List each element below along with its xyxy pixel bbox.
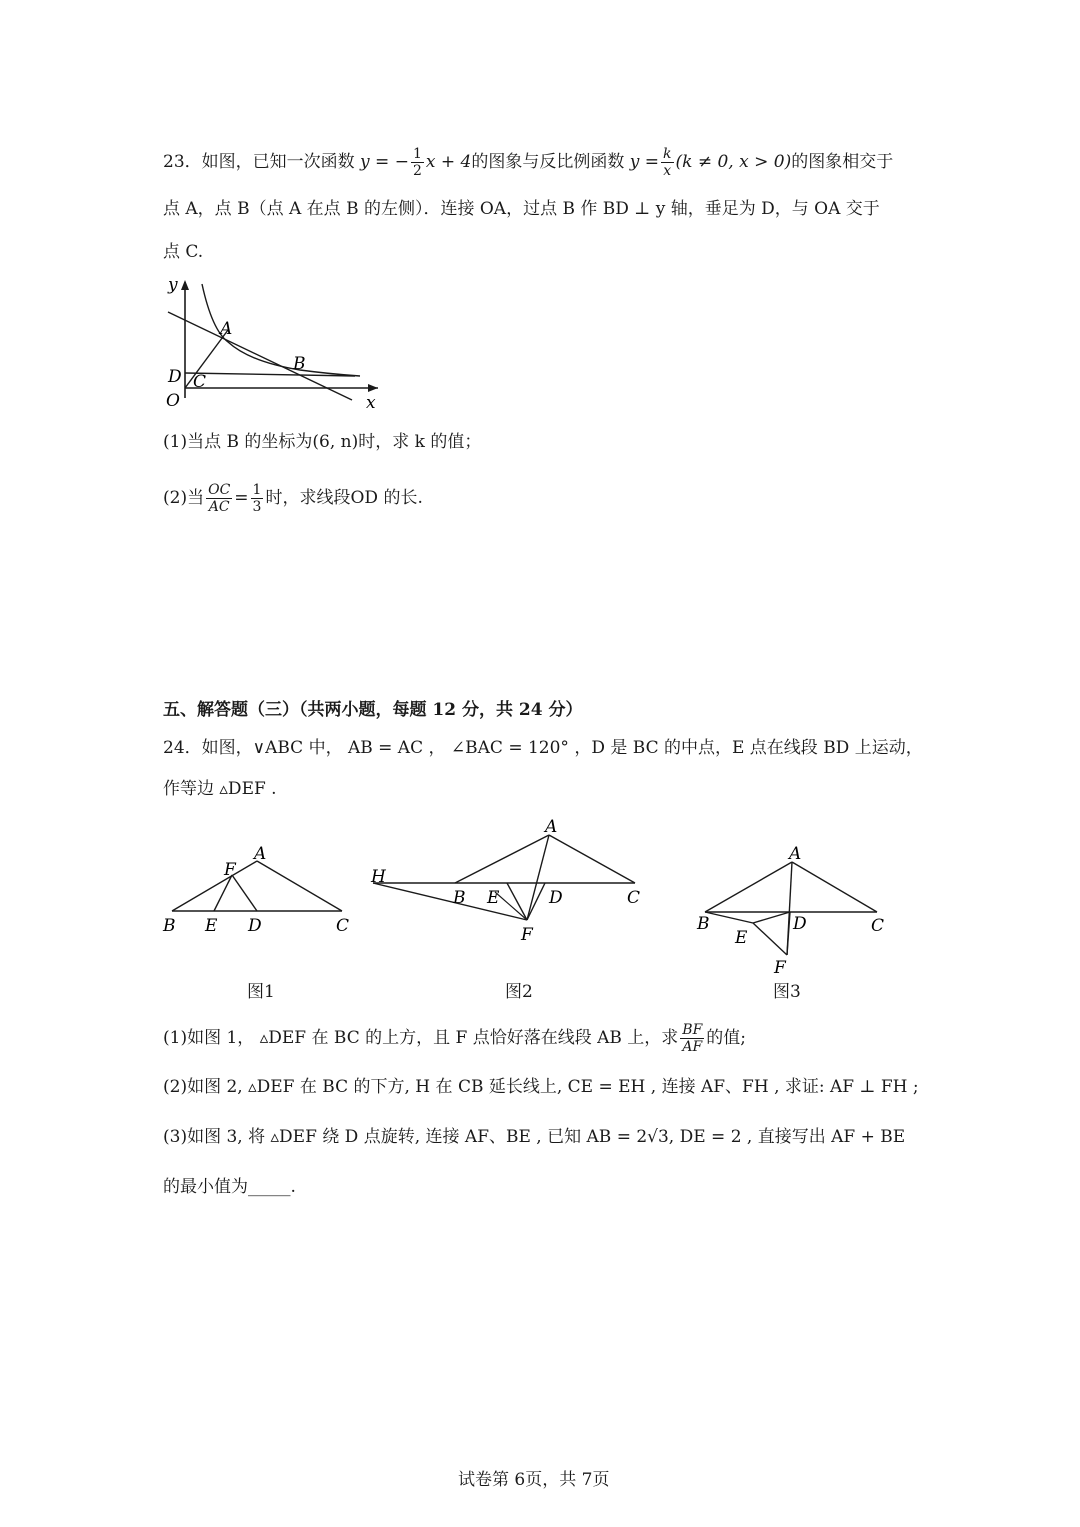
ratio-one-third: $\frac{1}{3}$	[252, 482, 262, 515]
q24-figure1	[160, 835, 360, 945]
fig1-caption: 图1	[247, 982, 275, 1002]
q23-linear-rhs: x + 4	[425, 152, 472, 172]
fig1-segment-AC	[257, 861, 342, 911]
q24-part3-line2: 的最小值为_____.	[163, 1177, 296, 1197]
fig3-label-F: F	[774, 958, 786, 975]
label-D: D	[168, 367, 182, 387]
label-y: y	[168, 275, 178, 295]
fig3-segment-AC	[792, 862, 877, 912]
fig2-label-B: B	[453, 888, 466, 908]
q24-figure3	[695, 835, 895, 975]
q23-intro3: 的图象相交于	[791, 152, 894, 172]
q23-part1: (1)当点 B 的坐标为(6, n)时，求 k 的值；	[163, 432, 482, 452]
fig2-label-E: E	[487, 888, 500, 908]
q23-line2: 点 A，点 B（点 A 在点 B 的左侧）．连接 OA，过点 B 作 BD ⊥ y 轴，垂足为 D，与 OA 交于	[163, 199, 880, 219]
q24-line1	[163, 736, 923, 760]
q24-line1-text: 如图，∨ABC 中， AB = AC ， ∠BAC = 120° ，D 是 BC 的中点，E 点在线段 BD 上运动，	[201, 738, 923, 758]
ratio-BF-AF: $\frac{BF}{AF}$	[682, 1022, 703, 1055]
fig1-label-C: C	[336, 916, 350, 936]
fig2-segment-HF	[373, 883, 527, 920]
fig1-label-F: F	[224, 860, 236, 880]
label-C: C	[193, 372, 207, 392]
fig2-caption: 图2	[505, 982, 533, 1002]
fig2-segment-BA	[455, 835, 549, 883]
q23-line3: 点 C.	[163, 242, 204, 262]
fig3-segment-BA	[705, 862, 792, 912]
q24-part3: (3)如图 3, 将 ▵DEF 绕 D 点旋转, 连接 AF、BE , 已知 AB = 2√3, DE = 2 , 直接写出 AF + BE	[163, 1127, 906, 1147]
fig2-label-F: F	[521, 925, 533, 945]
q23-inverse-lhs: y =	[629, 152, 660, 172]
fig3-label-E: E	[735, 928, 748, 948]
fig1-label-E: E	[205, 916, 218, 936]
fig3-segment-EF	[753, 923, 787, 955]
fig2-label-C: C	[627, 888, 641, 908]
fig3-label-D: D	[793, 914, 807, 934]
q24-number: 24．	[163, 738, 202, 758]
fig1-segment-FD	[232, 875, 257, 911]
q23-inverse-condition: (k ≠ 0, x > 0)	[675, 152, 792, 172]
q23-figure	[160, 270, 390, 415]
label-B: B	[293, 354, 306, 374]
fig3-segment-BE	[705, 912, 753, 923]
fig2-segment-AF	[527, 835, 549, 920]
fig2-label-H: H	[371, 867, 386, 887]
fig3-label-C: C	[871, 916, 885, 936]
fig3-label-A: A	[789, 844, 802, 864]
fig2-segment-EF	[507, 883, 527, 920]
fig2-label-A: A	[545, 817, 558, 837]
q23-intro1: 如图，已知一次函数	[201, 152, 355, 172]
y-axis-arrow	[181, 280, 189, 290]
fig3-label-B: B	[697, 914, 710, 934]
q23-part2: (2)当 $\frac{OC}{AC}$ = $\frac{1}{3}$ 时，求线段OD 的长.	[163, 482, 423, 515]
fig1-label-A: A	[254, 844, 267, 864]
q23-inverse-fraction: $\frac{k}{x}$	[663, 146, 672, 179]
label-x: x	[366, 393, 376, 413]
fig1-label-B: B	[163, 916, 176, 936]
fig3-segment-ED	[753, 912, 790, 923]
ratio-OC-AC: $\frac{OC}{AC}$	[208, 482, 231, 515]
q23-linear-fraction: $\frac{1}{2}$	[412, 146, 422, 179]
q23-number: 23．	[163, 152, 202, 172]
fig2-segment-DF	[527, 883, 545, 920]
fig1-label-D: D	[248, 916, 262, 936]
fig2-segment-AC	[549, 835, 635, 883]
q24-part2: (2)如图 2, ▵DEF 在 BC 的下方, H 在 CB 延长线上, CE = EH , 连接 AF、FH , 求证: AF ⊥ FH ;	[163, 1077, 919, 1097]
fig2-label-D: D	[549, 888, 563, 908]
label-A: A	[220, 319, 233, 339]
fig1-segment-BA	[172, 861, 257, 911]
fig3-caption: 图3	[773, 982, 801, 1002]
q23-intro2: 的图象与反比例函数	[471, 152, 625, 172]
q24-figure2	[365, 810, 655, 950]
q23-line1	[163, 146, 893, 179]
q24-part1: (1)如图 1， ▵DEF 在 BC 的上方，且 F 点恰好落在线段 AB 上，求 $\frac{BF}{AF}$ 的值;	[163, 1022, 747, 1055]
label-O: O	[166, 391, 180, 411]
section5-heading: 五、解答题（三）（共两小题，每题 12 分，共 24 分）	[163, 700, 583, 720]
q24-line2: 作等边 ▵DEF .	[163, 779, 277, 799]
page-footer: 试卷第 6页，共 7页	[458, 1470, 610, 1490]
q23-linear-lhs: y = −	[360, 152, 409, 172]
x-axis-arrow	[368, 384, 378, 392]
